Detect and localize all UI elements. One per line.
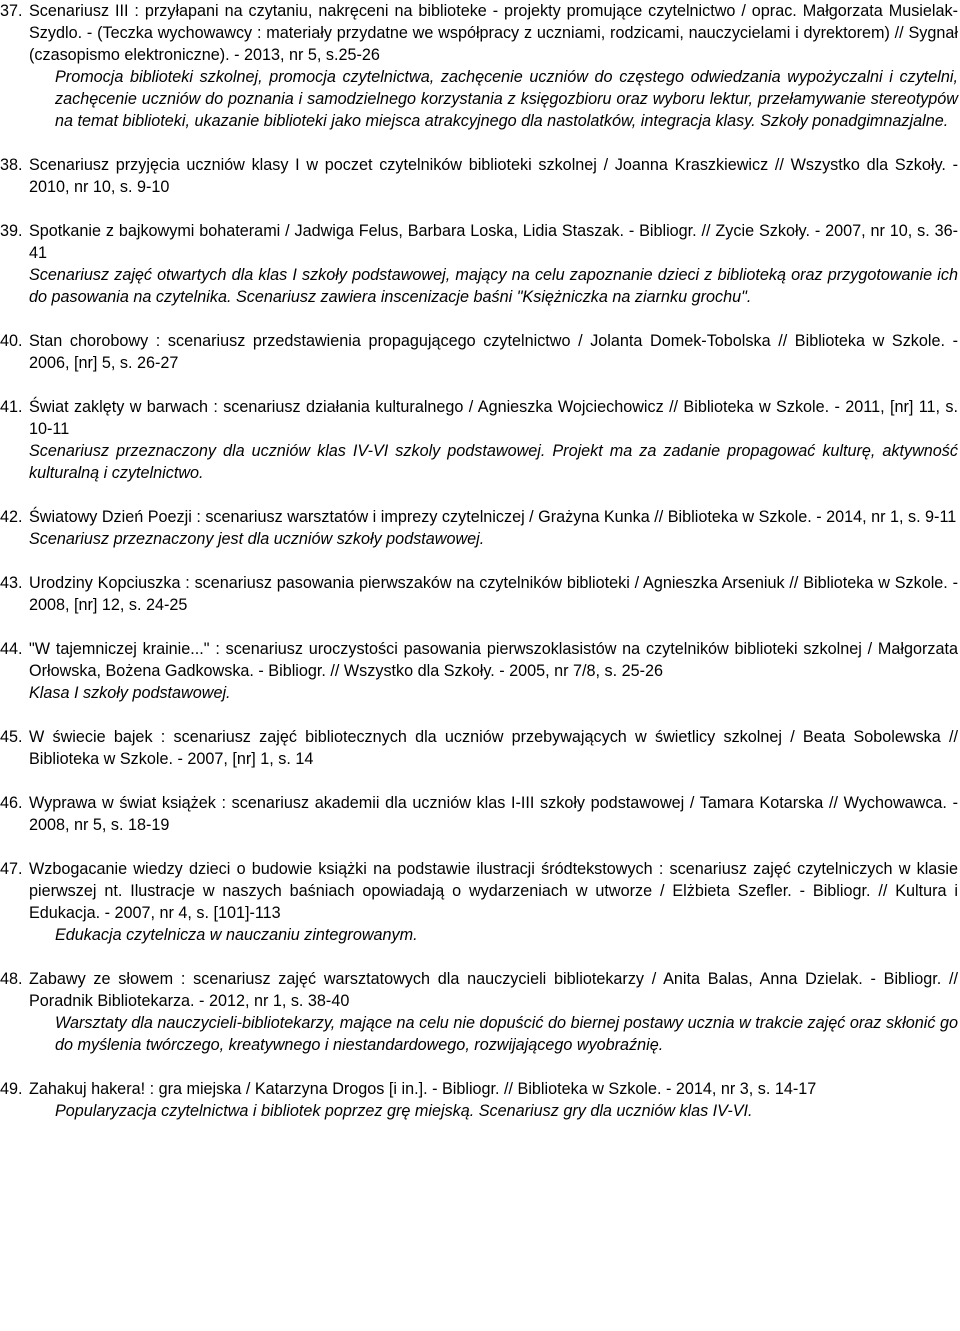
entry-number: 39. bbox=[0, 222, 23, 240]
entry-number: 45. bbox=[0, 728, 23, 746]
entry-number: 41. bbox=[0, 398, 23, 416]
entry-citation: Urodziny Kopciuszka : scenariusz pasowania pierwszaków na czytelników biblioteki / Agnieszka Arseniuk // Biblioteka w Szkole. - 2008, [nr] 12, s. 24-25 bbox=[29, 574, 958, 614]
bibliography-entry-39 bbox=[0, 220, 960, 308]
entry-annotation: Scenariusz przeznaczony jest dla uczniów szkoły podstawowej. bbox=[29, 530, 485, 548]
bibliography-entry-40 bbox=[0, 330, 960, 374]
bibliography-entry-48 bbox=[0, 968, 960, 1056]
entry-annotation: Promocja biblioteki szkolnej, promocja czytelnictwa, zachęcenie uczniów do częstego odwiedzania wypożyczalni i czytelni, zachęcenie uczniów do poznania i samodzielnego korzystania z księgozbioru oraz wyboru lektur, przełamywanie stereotypów na temat biblioteki, ukazanie biblioteki jako miejsca atrakcyjnego dla nastolatków, integracja klasy. Szkoły ponadgimnazjalne. bbox=[55, 68, 958, 130]
bibliography-entry-41 bbox=[0, 396, 960, 484]
entry-citation: Scenariusz przyjęcia uczniów klasy I w poczet czytelników biblioteki szkolnej / Joanna Kraszkiewicz // Wszystko dla Szkoły. - 2010, nr 10, s. 9-10 bbox=[29, 156, 958, 196]
entry-annotation: Scenariusz zajęć otwartych dla klas I szkoły podstawowej, mający na celu zapoznanie dzieci z biblioteką oraz przygotowanie ich do pasowania na czytelnika. Scenariusz zawiera inscenizacje baśni "Księżniczka na ziarnku grochu". bbox=[29, 266, 958, 306]
entry-number: 46. bbox=[0, 794, 23, 812]
bibliography-entry-45 bbox=[0, 726, 960, 770]
bibliography-entry-43 bbox=[0, 572, 960, 616]
entry-citation: "W tajemniczej krainie..." : scenariusz uroczystości pasowania pierwszoklasistów na czytelników biblioteki szkolnej / Małgorzata Orłowska, Bożena Gadkowska. - Bibliogr. // Wszystko dla Szkoły. - 2005, nr 7/8, s. 25-26 bbox=[29, 640, 958, 680]
bibliography-entry-44 bbox=[0, 638, 960, 704]
bibliography-entry-46 bbox=[0, 792, 960, 836]
entry-annotation: Klasa I szkoły podstawowej. bbox=[29, 684, 231, 702]
bibliography-entry-37 bbox=[0, 0, 960, 132]
entry-citation: Wyprawa w świat książek : scenariusz akademii dla uczniów klas I-III szkoły podstawowej / Tamara Kotarska // Wychowawca. - 2008, nr 5, s. 18-19 bbox=[29, 794, 958, 834]
entry-citation: Światowy Dzień Poezji : scenariusz warsztatów i imprezy czytelniczej / Grażyna Kunka // Biblioteka w Szkole. - 2014, nr 1, s. 9-11 bbox=[29, 508, 957, 526]
bibliography-entry-49 bbox=[0, 1078, 960, 1122]
bibliography-entry-47 bbox=[0, 858, 960, 946]
entry-number: 43. bbox=[0, 574, 23, 592]
entry-number: 42. bbox=[0, 508, 23, 526]
entry-number: 48. bbox=[0, 970, 23, 988]
entry-citation: Wzbogacanie wiedzy dzieci o budowie książki na podstawie ilustracji śródtekstowych : scenariusz zajęć czytelniczych w klasie pierwszej nt. Ilustracje w naszych baśniach opowiadają o wydarzeniach w utworze / Elżbieta Szefler. - Bibliogr. // Kultura i Edukacja. - 2007, nr 4, s. [101]-113 bbox=[29, 860, 958, 922]
bibliography-entry-38 bbox=[0, 154, 960, 198]
entry-citation: Spotkanie z bajkowymi bohaterami / Jadwiga Felus, Barbara Loska, Lidia Staszak. - Bibliogr. // Zycie Szkoły. - 2007, nr 10, s. 36-41 bbox=[29, 222, 958, 262]
bibliography-entry-42 bbox=[0, 506, 960, 550]
entry-citation: W świecie bajek : scenariusz zajęć bibliotecznych dla uczniów przebywających w świetlicy szkolnej / Beata Sobolewska // Biblioteka w Szkole. - 2007, [nr] 1, s. 14 bbox=[29, 728, 958, 768]
entry-citation: Scenariusz III : przyłapani na czytaniu, nakręceni na biblioteke - projekty promujące czytelnictwo / oprac. Małgorzata Musielak-Szydlo. - (Teczka wychowawcy : materiały przydatne we współpracy z uczniami, rodzicami, nauczycielami i dyrektorem) // Sygnał (czasopismo elektroniczne). - 2013, nr 5, s.25-26 bbox=[29, 2, 958, 64]
entry-annotation: Scenariusz przeznaczony dla uczniów klas IV-VI szkoly podstawowej. Projekt ma za zadanie propagować kulturę, aktywność kulturalną i czytelnictwo. bbox=[29, 442, 958, 482]
entry-citation: Zahakuj hakera! : gra miejska / Katarzyna Drogos [i in.]. - Bibliogr. // Biblioteka w Szkole. - 2014, nr 3, s. 14-17 bbox=[29, 1080, 817, 1098]
entry-number: 44. bbox=[0, 640, 23, 658]
entry-annotation: Warsztaty dla nauczycieli-bibliotekarzy, mające na celu nie dopuścić do biernej postawy ucznia w trakcie zajęć oraz skłonić go do myślenia twórczego, kreatywnego i niestandardowego, rozwijającego wyobraźnię. bbox=[55, 1014, 958, 1054]
entry-citation: Świat zaklęty w barwach : scenariusz działania kulturalnego / Agnieszka Wojciechowicz // Biblioteka w Szkole. - 2011, [nr] 11, s. 10-11 bbox=[29, 398, 958, 438]
entry-annotation: Edukacja czytelnicza w nauczaniu zintegrowanym. bbox=[55, 926, 418, 944]
entry-number: 40. bbox=[0, 332, 23, 350]
entry-annotation: Popularyzacja czytelnictwa i bibliotek poprzez grę miejską. Scenariusz gry dla uczniów klas IV-VI. bbox=[55, 1102, 753, 1120]
entry-number: 37. bbox=[0, 2, 23, 20]
entry-number: 47. bbox=[0, 860, 23, 878]
entry-citation: Zabawy ze słowem : scenariusz zajęć warsztatowych dla nauczycieli bibliotekarzy / Anita Balas, Anna Dzielak. - Bibliogr. // Poradnik Bibliotekarza. - 2012, nr 1, s. 38-40 bbox=[29, 970, 958, 1010]
entry-number: 38. bbox=[0, 156, 23, 174]
entry-citation: Stan chorobowy : scenariusz przedstawienia propagującego czytelnictwo / Jolanta Domek-Tobolska // Biblioteka w Szkole. - 2006, [nr] 5, s. 26-27 bbox=[29, 332, 958, 372]
entry-number: 49. bbox=[0, 1080, 23, 1098]
